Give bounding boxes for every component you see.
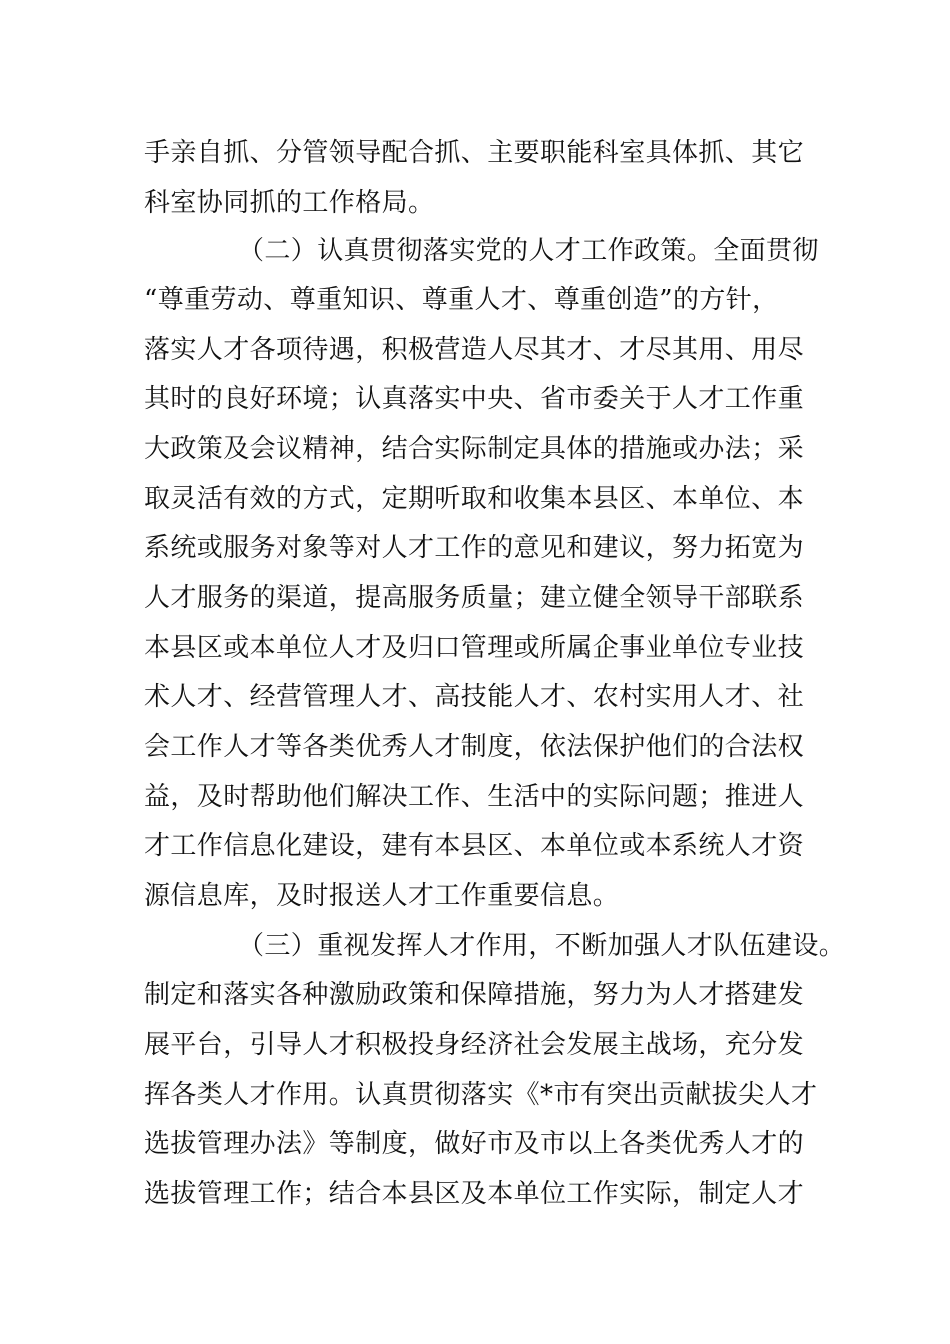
text-line: 科室协同抓的工作格局。 — [144, 188, 435, 218]
text-line: 落实人才各项待遇，积极营造人尽其才、才尽其用、用尽 — [144, 335, 805, 365]
text-line: 取灵活有效的方式，定期听取和收集本县区、本单位、本 — [144, 484, 805, 514]
text-line: 其时的良好环境；认真落实中央、省市委关于人才工作重 — [144, 384, 805, 414]
text-line: 制定和落实各种激励政策和保障措施，努力为人才搭建发 — [144, 980, 805, 1010]
text-line: “尊重劳动、尊重知识、尊重人才、尊重创造”的方针， — [144, 285, 779, 315]
text-line: 会工作人才等各类优秀人才制度，依法保护他们的合法权 — [144, 732, 805, 762]
text-line: 大政策及会议精神，结合实际制定具体的措施或办法；采 — [144, 434, 805, 464]
text-line: 选拔管理办法》等制度，做好市及市以上各类优秀人才的 — [144, 1129, 805, 1159]
text-line: 术人才、经营管理人才、高技能人才、农村实用人才、社 — [144, 682, 805, 712]
section-heading-2: （二）认真贯彻落实党的人才工作政策。全面贯彻 — [238, 236, 819, 266]
section-heading-3: （三）重视发挥人才作用，不断加强人才队伍建设。 — [238, 931, 846, 961]
text-line: 选拔管理工作；结合本县区及本单位工作实际，制定人才 — [144, 1179, 805, 1209]
text-line: 本县区或本单位人才及归口管理或所属企事业单位专业技 — [144, 633, 805, 663]
text-line: 才工作信息化建设，建有本县区、本单位或本系统人才资 — [144, 831, 805, 861]
text-line: 源信息库，及时报送人才工作重要信息。 — [144, 881, 620, 911]
text-line: 挥各类人才作用。认真贯彻落实《*市有突出贡献拔尖人才 — [144, 1080, 818, 1110]
text-line: 系统或服务对象等对人才工作的意见和建议，努力拓宽为 — [144, 533, 805, 563]
text-line: 人才服务的渠道，提高服务质量；建立健全领导干部联系 — [144, 583, 805, 613]
text-line: 益，及时帮助他们解决工作、生活中的实际问题；推进人 — [144, 782, 805, 812]
text-line: 展平台，引导人才积极投身经济社会发展主战场，充分发 — [144, 1030, 805, 1060]
text-line: 手亲自抓、分管领导配合抓、主要职能科室具体抓、其它 — [144, 138, 805, 168]
